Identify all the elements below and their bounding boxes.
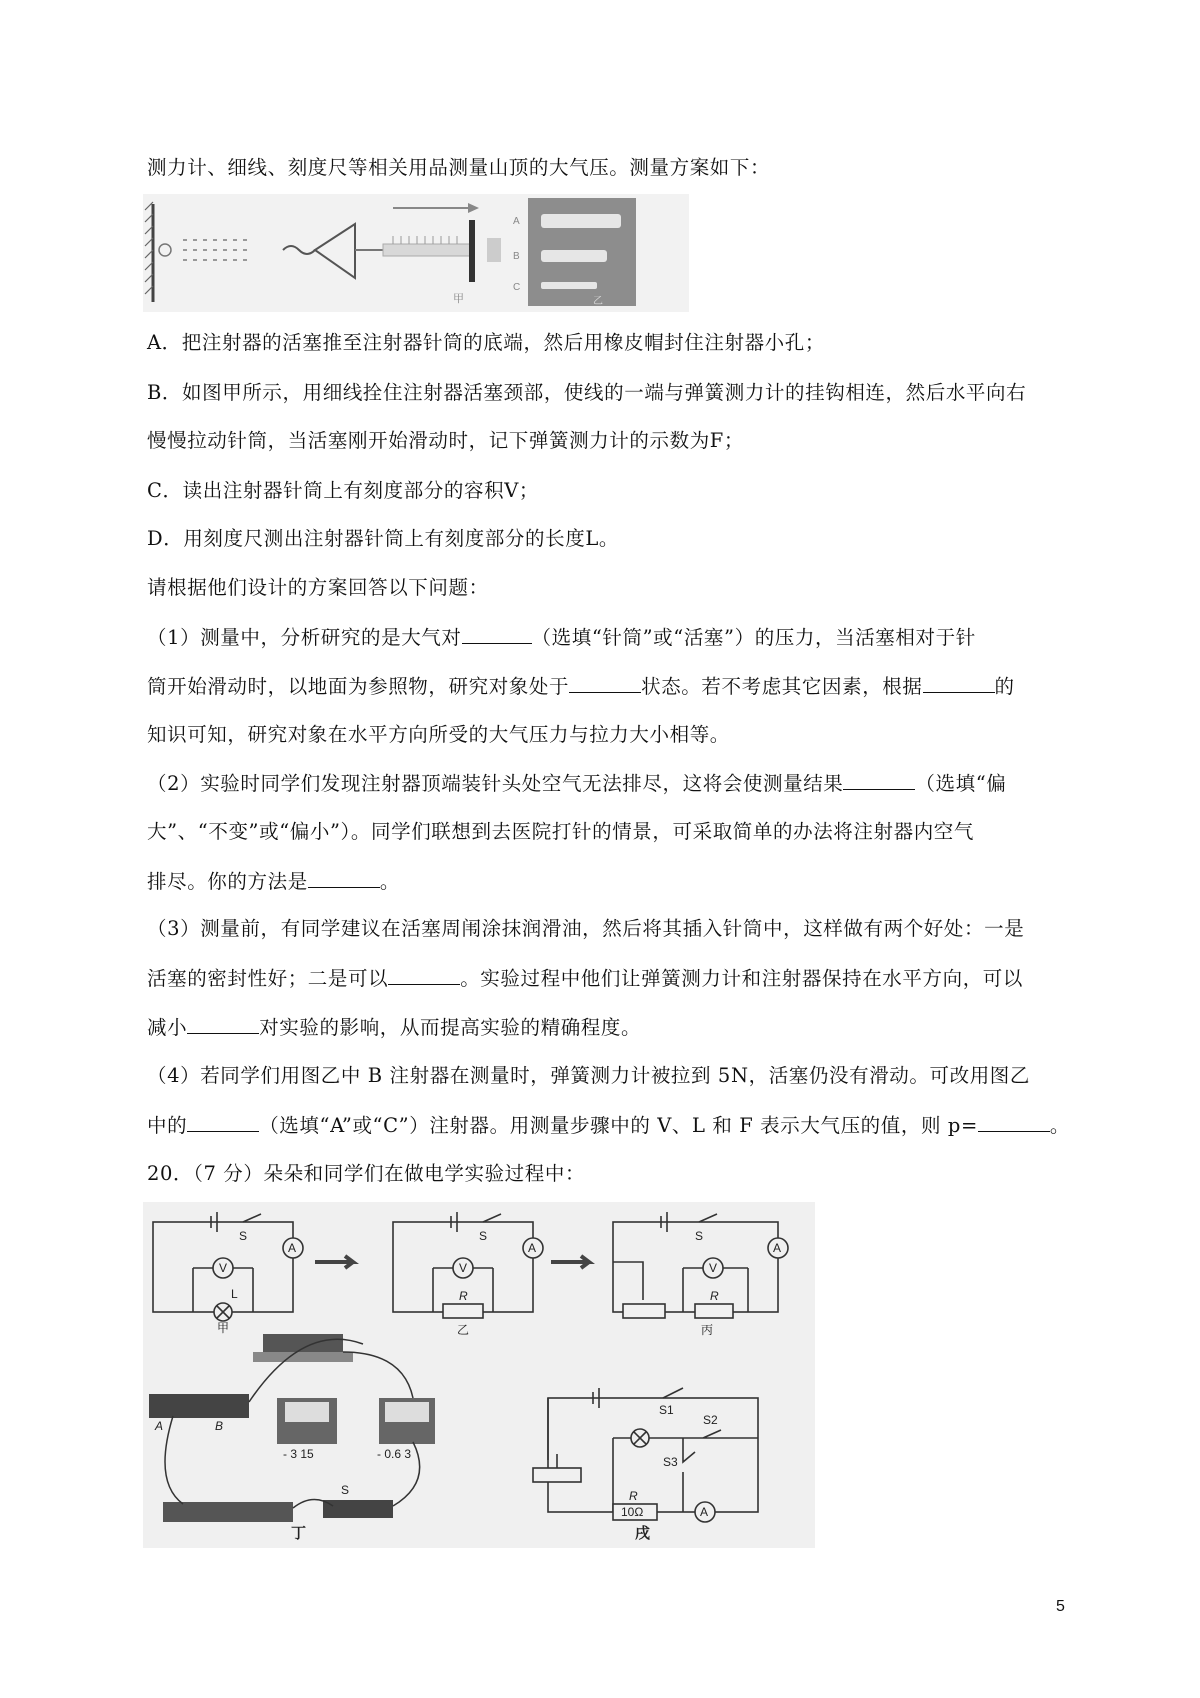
q2-line-2: 大”、“不变”或“偏小”）。同学们联想到去医院打针的情景，可采取简单的办法将注射器内空气: [147, 820, 974, 843]
svg-text:- 3 15: - 3 15: [283, 1447, 314, 1461]
step-b-1: B．如图甲所示，用细线拴住注射器活塞颈部，使线的一端与弹簧测力计的挂钩相连，然后水平向右: [147, 381, 1027, 404]
svg-text:S3: S3: [663, 1455, 678, 1469]
svg-text:V: V: [219, 1261, 228, 1275]
svg-text:- 0.6 3: - 0.6 3: [377, 1447, 412, 1461]
intro-line: 测力计、细线、刻度尺等相关用品测量山顶的大气压。测量方案如下：: [147, 156, 771, 179]
circuit-wu-frame: [548, 1398, 758, 1512]
syringe-figure-svg: [143, 194, 689, 312]
q4-line-1: （4）若同学们用图乙中 B 注射器在测量时，弹簧测力计被拉到 5N，活塞仍没有滑动。可改用图乙: [147, 1064, 1031, 1087]
svg-text:10Ω: 10Ω: [621, 1505, 644, 1519]
svg-text:V: V: [709, 1261, 718, 1275]
svg-text:丙: 丙: [701, 1323, 714, 1337]
q2-blank-2[interactable]: [308, 868, 380, 888]
label-jia: 甲: [453, 293, 464, 305]
q4-blank-1[interactable]: [187, 1112, 259, 1132]
svg-text:V: V: [459, 1261, 468, 1275]
resistor-bing: [695, 1304, 733, 1318]
svg-text:A: A: [288, 1241, 297, 1255]
svg-text:S1: S1: [659, 1403, 674, 1417]
svg-text:S: S: [239, 1229, 248, 1243]
q1-line-3: 知识可知，研究对象在水平方向所受的大气压力与拉力大小相等。: [147, 723, 730, 746]
svg-text:R: R: [710, 1289, 719, 1303]
q3-line-3: 减小 对实验的影响，从而提高实验的精确程度。: [147, 1016, 642, 1039]
apparatus-ding: [149, 1334, 435, 1522]
svg-text:L: L: [231, 1287, 238, 1301]
syringe-figure: [143, 194, 689, 312]
svg-text:S: S: [695, 1229, 704, 1243]
step-c: C．读出注射器针筒上有刻度部分的容积V；: [147, 479, 540, 502]
svg-text:B: B: [513, 251, 520, 262]
svg-text:R: R: [459, 1289, 468, 1303]
q2-line-1: （2）实验时同学们发现注射器顶端装针头处空气无法排尽，这将会使测量结果 （选填“偏: [147, 772, 1007, 795]
q3-line-2: 活塞的密封性好；二是可以 。实验过程中他们让弹簧测力计和注射器保持在水平方向，可以: [147, 967, 1024, 990]
q2-line-3: 排尽。你的方法是 。: [147, 870, 400, 893]
svg-text:A: A: [155, 1419, 164, 1433]
circuit-figure: [143, 1202, 815, 1548]
q20-heading: 20．（7 分）朵朵和同学们在做电学实验过程中：: [147, 1162, 586, 1185]
arrow-2: [551, 1256, 589, 1268]
resistor-yi: [443, 1304, 483, 1318]
svg-text:戌: 戌: [635, 1525, 651, 1542]
q1-blank-2[interactable]: [569, 673, 641, 693]
rheostat-wu: [533, 1468, 581, 1482]
circuit-figure-svg: [143, 1202, 815, 1548]
question-intro: 请根据他们设计的方案回答以下问题：: [147, 576, 489, 599]
svg-text:A: A: [513, 216, 520, 227]
svg-text:丁: 丁: [291, 1525, 307, 1542]
step-a: A．把注射器的活塞推至注射器针筒的底端，然后用橡皮帽封住注射器小孔；: [147, 331, 825, 354]
svg-text:C: C: [513, 282, 521, 293]
q1-blank-1[interactable]: [462, 624, 532, 644]
arrow-1: [315, 1256, 353, 1268]
step-b-2: 慢慢拉动针筒，当活塞刚开始滑动时，记下弹簧测力计的示数为F；: [147, 429, 745, 452]
svg-text:S2: S2: [703, 1413, 718, 1427]
svg-text:S: S: [341, 1483, 350, 1497]
q4-blank-2[interactable]: [978, 1112, 1050, 1132]
q1-line-1: （1）测量中，分析研究的是大气对 （选填“针筒”或“活塞”）的压力，当活塞相对于针: [147, 626, 976, 649]
q1-blank-3[interactable]: [923, 673, 995, 693]
syringe-flange: [469, 220, 475, 282]
label-yi: 乙: [593, 296, 603, 307]
q3-line-1: （3）测量前，有同学建议在活塞周闱涂抹润滑油，然后将其插入针筒中，这样做有两个好处：一是: [147, 917, 1025, 940]
svg-text:B: B: [215, 1419, 224, 1433]
svg-text:甲: 甲: [217, 1321, 230, 1335]
svg-text:R: R: [629, 1489, 638, 1503]
q3-blank-2[interactable]: [187, 1014, 259, 1034]
svg-text:A: A: [700, 1505, 709, 1519]
q1-line-2: 筒开始滑动时，以地面为参照物，研究对象处于 状态。若不考虑其它因素，根据 的: [147, 675, 1015, 698]
step-d: D．用刻度尺测出注射器针筒上有刻度部分的长度L。: [147, 527, 619, 550]
page-number: 5: [1056, 1598, 1065, 1615]
q4-line-2: 中的 （选填“A”或“C”）注射器。用测量步骤中的 V、L 和 F 表示大气压的值，则 p= 。: [147, 1114, 1071, 1137]
syringe-barrel: [383, 244, 473, 256]
svg-text:A: A: [528, 1241, 537, 1255]
q3-blank-1[interactable]: [388, 965, 460, 985]
rheostat-bing: [623, 1304, 665, 1318]
q2-blank-1[interactable]: [843, 770, 915, 790]
svg-text:乙: 乙: [457, 1323, 470, 1337]
svg-text:S: S: [479, 1229, 488, 1243]
svg-text:A: A: [773, 1241, 782, 1255]
